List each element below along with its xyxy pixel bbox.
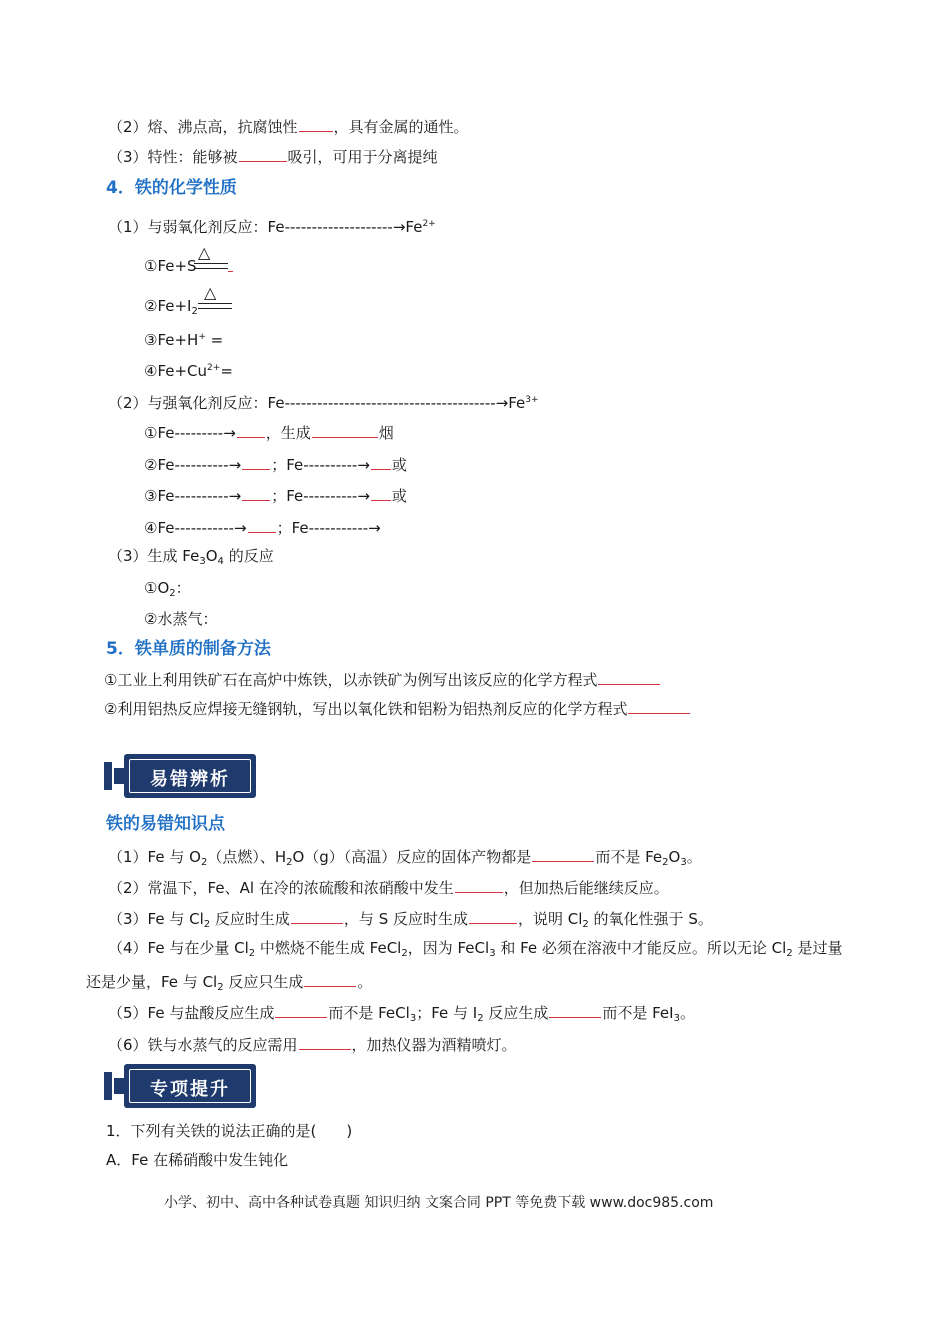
text: ，生成 <box>265 424 311 442</box>
text: （2）熔、沸点高，抗腐蚀性 <box>108 118 298 136</box>
heat-delta-icon: △ <box>198 243 211 262</box>
text: ，加热仪器为酒精喷灯。 <box>351 1036 517 1054</box>
text: 和 Fe 必须在溶液中才能反应。所以无论 Cl <box>495 939 787 957</box>
text: ①工业上利用铁矿石在高炉中炼铁，以赤铁矿为例写出该反应的化学方程式 <box>104 671 598 689</box>
question-1: 1．下列有关铁的说法正确的是( ) <box>106 1122 353 1140</box>
reaction-1 <box>144 256 197 276</box>
answer-blank[interactable] <box>299 1033 351 1050</box>
subscript: 3 <box>673 1013 680 1024</box>
answer-blank[interactable] <box>628 697 690 714</box>
text: （3）Fe 与 Cl <box>108 910 204 928</box>
banner-decoration <box>104 1072 112 1100</box>
steam-line: ②水蒸气： <box>144 610 218 628</box>
text: 还是少量，Fe 与 Cl <box>86 973 218 991</box>
text: O（g）（高温）反应的固体产物都是 <box>292 848 532 866</box>
text: 的反应 <box>223 547 274 565</box>
answer-blank[interactable] <box>469 907 517 924</box>
subscript: 3 <box>680 857 687 868</box>
answer-blank[interactable] <box>598 668 660 685</box>
physical-item-3 <box>108 145 438 167</box>
text: ；Fe 与 I <box>416 1004 478 1022</box>
superscript: + <box>198 332 206 342</box>
error-item-6 <box>108 1033 517 1055</box>
subscript: 2 <box>477 1013 484 1024</box>
text: = <box>205 331 224 349</box>
weak-oxidant-line <box>108 214 436 237</box>
subscript: 4 <box>217 556 224 567</box>
text: ②Fe----------→ <box>144 456 242 474</box>
error-item-4 <box>108 938 842 964</box>
error-item-4-cont <box>86 970 372 998</box>
subscript: 3 <box>199 556 206 567</box>
text: ④Fe+Cu <box>144 362 208 380</box>
text: ①Fe+S <box>144 257 197 275</box>
banner-decoration <box>104 762 112 790</box>
banner-decoration <box>114 768 124 784</box>
subscript: 2 <box>786 948 793 959</box>
equals-line <box>194 268 228 269</box>
answer-blank[interactable] <box>291 907 343 924</box>
text: 吸引，可用于分离提纯 <box>287 148 438 166</box>
text: （1）与弱氧化剂反应：Fe--------------------→Fe <box>108 218 423 236</box>
text: ，但加热后能继续反应。 <box>503 879 669 897</box>
text: 。 <box>679 1004 695 1022</box>
answer-blank[interactable] <box>239 145 287 162</box>
subscript: 3 <box>409 1013 417 1024</box>
text: 烟 <box>378 424 394 442</box>
text: 。 <box>357 973 373 991</box>
text: ；Fe-----------→ <box>276 519 381 537</box>
text: O <box>668 848 681 866</box>
text: ①Fe---------→ <box>144 424 236 442</box>
reaction-3 <box>144 327 223 350</box>
subscript: 2 <box>248 948 256 959</box>
errors-heading: 铁的易错知识点 <box>106 814 225 834</box>
strong-reaction-3 <box>144 484 407 506</box>
answer-blank[interactable] <box>549 1001 601 1018</box>
strong-reaction-2 <box>144 453 407 475</box>
text: 中燃烧不能生成 FeCl <box>255 939 402 957</box>
answer-blank[interactable] <box>304 970 356 987</box>
subscript: 2 <box>662 857 669 868</box>
banner-error-analysis <box>104 754 256 798</box>
banner-title: 专项提升 <box>150 1079 230 1100</box>
heat-delta-icon: △ <box>204 283 217 302</box>
text: 而不是 FeI <box>602 1004 674 1022</box>
subscript: 2 <box>203 919 211 930</box>
text: 是过量 <box>792 939 843 957</box>
reaction-2 <box>144 296 198 322</box>
answer-blank[interactable] <box>242 484 270 501</box>
text: ，具有金属的通性。 <box>333 118 469 136</box>
error-item-1 <box>108 845 702 873</box>
physical-item-2 <box>108 115 469 137</box>
text: （点燃）、H <box>207 848 287 866</box>
superscript: 2+ <box>207 363 221 373</box>
section-4-heading: 4．铁的化学性质 <box>106 178 237 198</box>
text: （3）特性：能够被 <box>108 148 238 166</box>
answer-blank[interactable] <box>242 453 270 470</box>
text: 。 <box>686 848 702 866</box>
fe3o4-line <box>108 546 274 572</box>
strong-oxidant-line <box>108 390 539 413</box>
text: （3）生成 Fe <box>108 547 200 565</box>
page-footer: 小学、初中、高中各种试卷真题 知识归纳 文案合同 PPT 等免费下载 www.doc985.com <box>164 1195 714 1211</box>
text: ；Fe----------→ <box>271 456 370 474</box>
text: ，与 S 反应时生成 <box>343 910 468 928</box>
superscript: 2+ <box>422 219 436 229</box>
text: ②利用铝热反应焊接无缝钢轨，写出以氧化铁和铝粉为铝热剂反应的化学方程式 <box>104 700 628 718</box>
text: （1）Fe 与 O <box>108 848 201 866</box>
text: ，说明 Cl <box>517 910 583 928</box>
answer-blank[interactable] <box>228 271 233 272</box>
error-item-3 <box>108 907 713 935</box>
reaction-4 <box>144 358 233 381</box>
strong-reaction-4 <box>144 516 381 538</box>
subscript: 3 <box>489 948 496 959</box>
text: 反应只生成 <box>223 973 304 991</box>
text: （6）铁与水蒸气的反应需用 <box>108 1036 298 1054</box>
banner-special-practice <box>104 1064 256 1108</box>
error-item-5 <box>108 1001 695 1029</box>
text: ，因为 FeCl <box>407 939 490 957</box>
text: 而不是 Fe <box>595 848 663 866</box>
text: 而不是 FeCl <box>328 1004 410 1022</box>
equals-line <box>198 308 232 309</box>
text: ： <box>175 579 191 597</box>
equals-line <box>194 263 228 264</box>
equals-line <box>198 303 232 304</box>
text: 的氧化性强于 S。 <box>588 910 713 928</box>
banner-title: 易错辨析 <box>150 769 230 790</box>
o2-line <box>144 578 191 604</box>
strong-reaction-1 <box>144 421 394 443</box>
text: ；Fe----------→ <box>271 487 370 505</box>
prep-item-1 <box>104 668 661 690</box>
text: （2）与强氧化剂反应：Fe---------------------------------------→Fe <box>108 394 526 412</box>
answer-blank[interactable] <box>532 845 594 862</box>
subscript: 2 <box>401 948 408 959</box>
answer-blank[interactable] <box>299 115 333 132</box>
subscript: 2 <box>169 588 176 599</box>
subscript: 2 <box>217 982 224 993</box>
text: ④Fe-----------→ <box>144 519 247 537</box>
text: ①O <box>144 579 170 597</box>
text: （5）Fe 与盐酸反应生成 <box>108 1004 275 1022</box>
answer-blank[interactable] <box>237 421 265 438</box>
superscript: 3+ <box>525 395 539 405</box>
section-5-heading: 5．铁单质的制备方法 <box>106 639 271 659</box>
text: ③Fe----------→ <box>144 487 242 505</box>
text: 反应时生成 <box>210 910 290 928</box>
text: 或 <box>391 456 407 474</box>
text: ③Fe+H <box>144 331 199 349</box>
prep-item-2 <box>104 697 691 719</box>
text: O <box>205 547 218 565</box>
banner-decoration <box>114 1078 124 1094</box>
text: 或 <box>391 487 407 505</box>
text: = <box>220 362 233 380</box>
subscript: 2 <box>200 857 208 868</box>
answer-blank[interactable] <box>275 1001 327 1018</box>
question-1-option-a: A．Fe 在稀硝酸中发生钝化 <box>106 1151 289 1169</box>
answer-blank[interactable] <box>248 516 276 533</box>
error-item-2 <box>108 876 669 898</box>
text: （4）Fe 与在少量 Cl <box>108 939 249 957</box>
text: ②Fe+I <box>144 297 192 315</box>
text: 反应生成 <box>483 1004 549 1022</box>
answer-blank[interactable] <box>312 421 378 438</box>
answer-blank[interactable] <box>371 484 391 501</box>
subscript: 2 <box>286 857 293 868</box>
text: （2）常温下，Fe、Al 在冷的浓硫酸和浓硝酸中发生 <box>108 879 454 897</box>
answer-blank[interactable] <box>455 876 503 893</box>
subscript: 2 <box>191 306 198 317</box>
subscript: 2 <box>582 919 589 930</box>
answer-blank[interactable] <box>371 453 391 470</box>
